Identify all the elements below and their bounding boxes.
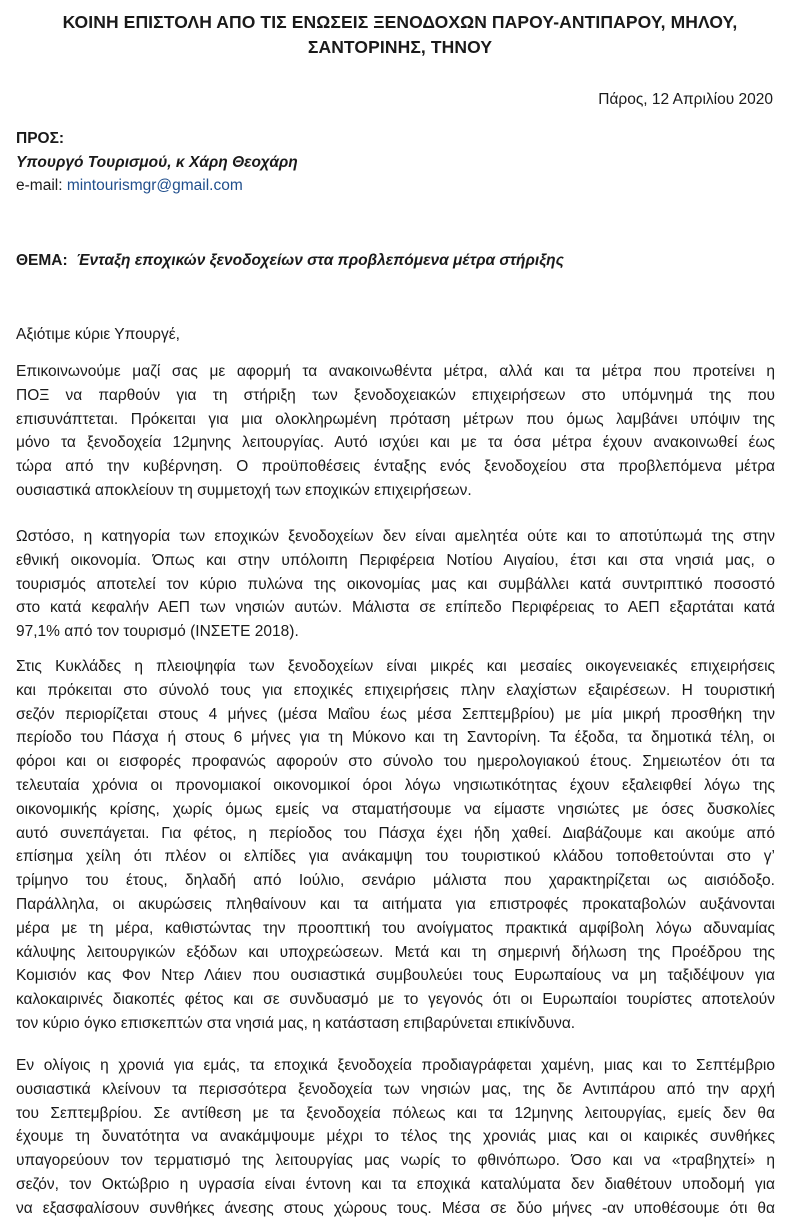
paragraph-line: να εξασφαλίσουν συνθήκες άνεσης στους χώρους τους. Μέσα σε δύο μήνες -αν υποθέσουμε ότι θα [16,1199,775,1217]
paragraph-line: οικονομικής κρίσης, χωρίς όμως εμείς να σταματήσουμε να είμαστε νησιώτες με όσες δυσκολίες [16,800,775,818]
subject-line [16,252,564,270]
paragraph-line: τρίμηνο του έτους, δηλαδή από Ιούλιο, σενάριο μάλιστα που χαρακτηρίζεται ως αισιόδοξο. [16,872,775,890]
paragraph-line: φόροι και οι εισφορές προφανώς αφορούν στο σύνολο του ημερολογιακού έτους. Σημειωτέον ότι τα [16,753,775,771]
paragraph-line: μόνο τα ξενοδοχεία 12μηνης λειτουργίας. Αυτό ισχύει και με τα όσα μέτρα έχουν ανακοινωθεί έως [16,434,775,452]
paragraph-1 [16,360,775,503]
paragraph-line: 97,1% από τον τουρισμό (ΙΝΣΕΤΕ 2018). [16,623,299,641]
paragraph-line: ουσιαστικά κλείνουν τα περισσότερα ξενοδοχεία των νησιών μας, της δε Αντιπάρου από την αρχή [16,1080,775,1098]
paragraph-2 [16,525,775,644]
email-line [16,177,243,195]
paragraph-line: κάλυψης λειτουργικών εξόδων και υποχρεώσεων. Μετά και τη σημερινή δήλωση της Προέδρου της [16,943,775,961]
letter-date: Πάρος, 12 Απριλίου 2020 [598,91,773,108]
paragraph-line: ΠΟΞ να παρθούν για τη στήριξη των ξενοδοχειακών επιχειρήσεων στο υπόμνημά της που [16,386,775,404]
salutation: Αξιότιμε κύριε Υπουργέ, [16,326,180,343]
paragraph-line: στο κατά κεφαλήν ΑΕΠ των νησιών αυτών. Μάλιστα σε επίπεδο Περιφέρειας το ΑΕΠ εξαρτάται κατά [16,599,775,617]
letter-title: ΚΟΙΝΗ ΕΠΙΣΤΟΛΗ ΑΠΟ ΤΙΣ ΕΝΩΣΕΙΣ ΞΕΝΟΔΟΧΩΝ ΠΑΡΟΥ-ΑΝΤΙΠΑΡΟΥ, ΜΗΛΟΥ, ΣΑΝΤΟΡΙΝΗΣ, ΤΗΝΟΥ [62,12,738,57]
to-label: ΠΡΟΣ: [16,130,65,147]
paragraph-line: υπαγορεύουν τον τερματισμό της λειτουργίας μας νωρίς το φθινόπωρο. Όσο και να «τραβηχτεί» η [16,1152,775,1170]
email-address: mintourismgr@gmail.com [66,177,243,194]
paragraph-line: καλοκαιρινές διακοπές φέτος και σε συνδυασμό με το γεγονός ότι οι Ευρωπαίοι τουρίστες αποτελούν [16,991,775,1009]
paragraph-4 [16,1054,775,1221]
paragraph-line: σεζόν περιορίζεται στους 4 μήνες (μέσα Μαΐου έως μέσα Σεπτεμβρίου) με μία μικρή προσθήκη την [16,705,775,723]
paragraph-line: τουρισμός αποτελεί τον κύριο πυλώνα της οικονομίας μας και συμβάλλει κατά συντριπτικό ποσοστό [16,575,775,593]
paragraph-line: του Σεπτεμβρίου. Σε αντίθεση με τα ξενοδοχεία πόλεως και τα 12μηνης λειτουργίας, εμείς δεν θα [16,1104,775,1122]
paragraph-line: τον κύριο όγκο επισκεπτών στα νησιά μας, η κατάσταση επιβαρύνεται επικίνδυνα. [16,1014,576,1032]
paragraph-line: αυτό συνεπάγεται. Για φέτος, η περίοδος του Πάσχα έχει ήδη χαθεί. Διαβάζουμε και ακούμε από [16,824,775,842]
paragraph-line: έχουμε τη δυνατότητα να ανακάμψουμε μέχρι το τέλος της χρονιάς μιας και οι καιρικές συνθήκες [16,1128,775,1146]
subject-text: Ένταξη εποχικών ξενοδοχείων στα προβλεπόμενα μέτρα στήριξης [76,252,564,269]
paragraph-line: Στις Κυκλάδες η πλειοψηφία των ξενοδοχείων είναι μικρές και μεσαίες οικογενειακές επιχειρήσεις [16,658,775,675]
paragraph-line: Εν ολίγοις η χρονιά για εμάς, τα εποχικά ξενοδοχεία προδιαγράφεται χαμένη, μιας και το Σεπτέμβριο [16,1057,775,1074]
paragraph-line: επίσημα χείλη ότι πλέον οι ελπίδες για ανάκαμψη του τουριστικού κλάδου τοποθετούνται στο γ’ [16,848,775,866]
email-label: e-mail: [16,177,67,194]
paragraph-line: ουσιαστικά αποκλείουν τη συμμετοχή των εποχικών επιχειρήσεων. [16,481,472,499]
recipient-name: Υπουργό Τουρισμού, κ Χάρη Θεοχάρη [16,154,298,171]
paragraph-3 [16,655,775,1036]
paragraph-line: περίοδο του Πάσχα ή στους 6 μήνες για τη Μύκονο και τη Σαντορίνη. Τα έξοδα, τα δημοτικά τέλη, οι [16,729,775,747]
paragraph-line: μέρα με τη μέρα, καθιστώντας την προοπτική του ανοίγματος πρακτικά αμφίβολη λόγω αδυναμίας [16,919,775,937]
subject-label: ΘΕΜΑ: [16,252,77,269]
paragraph-line: τελευταία χρόνια οι προνομιακοί οικονομικοί όροι λόγω νησιωτικότητας έχουν εξαλειφθεί λόγω της [16,776,775,794]
paragraph-line: σεζόν, τον Οκτώβριο η υγρασία είναι έντονη και τα εποχικά καταλύματα δεν διαθέτουν υποδομή για [16,1175,775,1193]
paragraph-line: Κομισιόν κας Φον Ντερ Λάιεν που ουσιαστικά συμβουλεύει τους Ευρωπαίους να μη ταξιδέψουν για [16,967,775,985]
paragraph-line: εθνική οικονομία. Όπως και στην υπόλοιπη Περιφέρεια Νοτίου Αιγαίου, έτσι και στα νησιά μας, ο [16,551,775,569]
paragraph-line: επισυνάπτεται. Πρόκειται για μια ολοκληρωμένη πρόταση μέτρων που όμως λαμβάνει υπόψιν της [16,410,775,428]
paragraph-line: Ωστόσο, η κατηγορία των εποχικών ξενοδοχείων δεν είναι αμελητέα ούτε και το αποτύπωμά της στην [16,528,775,545]
paragraph-line: Επικοινωνούμε μαζί σας με αφορμή τα ανακοινωθέντα μέτρα, αλλά και τα μέτρα που προτείνει η [16,363,775,380]
paragraph-line: τώρα από την κυβέρνηση. Ο προϋποθέσεις ένταξης ενός ξενοδοχείου στα προβλεπόμενα μέτρα [16,458,775,476]
paragraph-line: και πρόκειται στο σύνολό τους για εποχικές επιχειρήσεις πλην ελαχίστων εξαιρέσεων. Η τουριστική [16,681,775,699]
paragraph-line: Παράλληλα, οι ακυρώσεις πληθαίνουν και τα αιτήματα για επιστροφές προκαταβολών αυξάνονται [16,895,775,913]
